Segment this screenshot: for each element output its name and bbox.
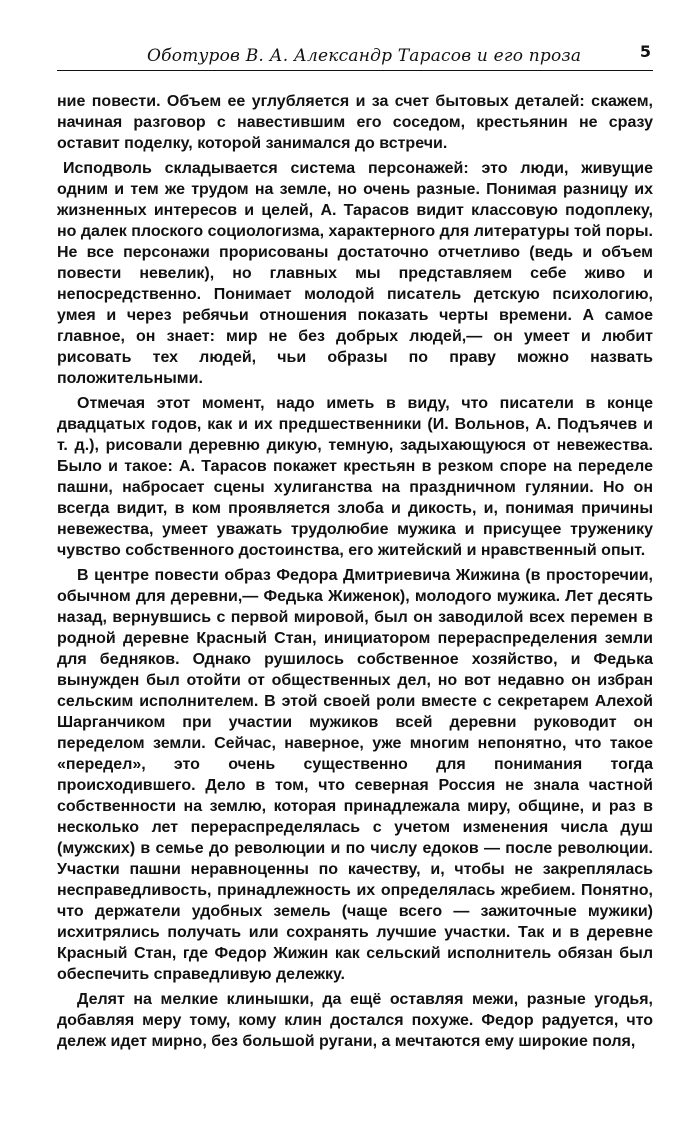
paragraph: Исподволь складывается система персонажей: это люди, живущие одним и тем же трудом на земле, но очень разные. Понимая разницу их жизненных интересов и целей, А. Тарасов видит классовую подоплеку, но далек плоского социологизма, характерного для литературы той поры. Не все персонажи прорисованы достаточно отчетливо (ведь и объем повести невелик), но главных мы представляем себе живо и непосредственно. Понимает молодой писатель детскую психологию, умея и через ребячьи отношения показать черты времени. А самое главное, он знает: мир не без добрых людей,— он умеет и любит рисовать тех людей, чьи образы по праву можно назвать положительными. — [57, 160, 653, 387]
paragraph: В центре повести образ Федора Дмитриевича Жижина (в просторечии, обычном для деревни,— Федька Жиженок), молодого мужика. Лет десять назад, вернувшись с первой мировой, был он заводилой всех перемен в родной деревне Красный Стан, инициатором перераспределения земли для бедняков. Однако рушилось собственное хозяйство, и Федька вынужден был отойти от общественных дел, но вот недавно он избран сельским исполнителем. В этой своей роли вместе с секретарем Алехой Шарганчиком при участии мужиков всей деревни руководит он переделом земли. Сейчас, наверное, уже многим непонятно, что такое «передел», это очень существенно для понимания тогда происходившего. Дело в том, что северная Россия не знала частной собственности на землю, которая принадлежала миру, общине, и раз в несколько лет перераспределялась с учетом изменения числа душ (мужских) в семье до революции и по числу едоков — после революции. Участки пашни неравноценны по качеству, и, чтобы не закреплялась несправедливость, принадлежность их определялась жребием. Понятно, что держатели удобных земель (чаще всего — зажиточные мужики) исхитрялись получать или сохранять лучшие участки. Так и в деревне Красный Стан, где Федор Жижин как сельский исполнитель обязан был обеспечить справедливую дележку. — [57, 567, 653, 983]
page — [57, 40, 653, 1056]
paragraph: Делят на мелкие клинышки, да ещё оставляя межи, разные угодья, добавляя меру тому, кому клин достался похуже. Федор радуется, что дележ идет мирно, без большой ругани, а мечтаются ему широкие поля, — [57, 991, 653, 1050]
page-number: 5 — [639, 42, 651, 61]
paragraph: ние повести. Объем ее углубляется и за счет бытовых деталей: скажем, начиная разговор с навестившим его соседом, крестьянин не сразу оставит поделку, которой занимался до встречи. — [57, 93, 653, 152]
paragraph: Отмечая этот момент, надо иметь в виду, что писатели в конце двадцатых годов, как и их предшественники (И. Вольнов, А. Подъячев и т. д.), рисовали деревню дикую, темную, задыхающуюся от невежества. Было и такое: А. Тарасов покажет крестьян в резком споре на переделе пашни, набросает сцены хулиганства на праздничном гулянии. Но он всегда видит, в ком проявляется злоба и дикость, и, понимая причины невежества, умеет уважать трудолюбие мужика и присущее труженику чувство собственного достоинства, его житейский и нравственный опыт. — [57, 395, 653, 559]
running-header — [57, 40, 653, 71]
running-title: Оботуров В. А. Александр Тарасов и его проза — [147, 46, 582, 66]
body-text — [57, 91, 653, 1052]
